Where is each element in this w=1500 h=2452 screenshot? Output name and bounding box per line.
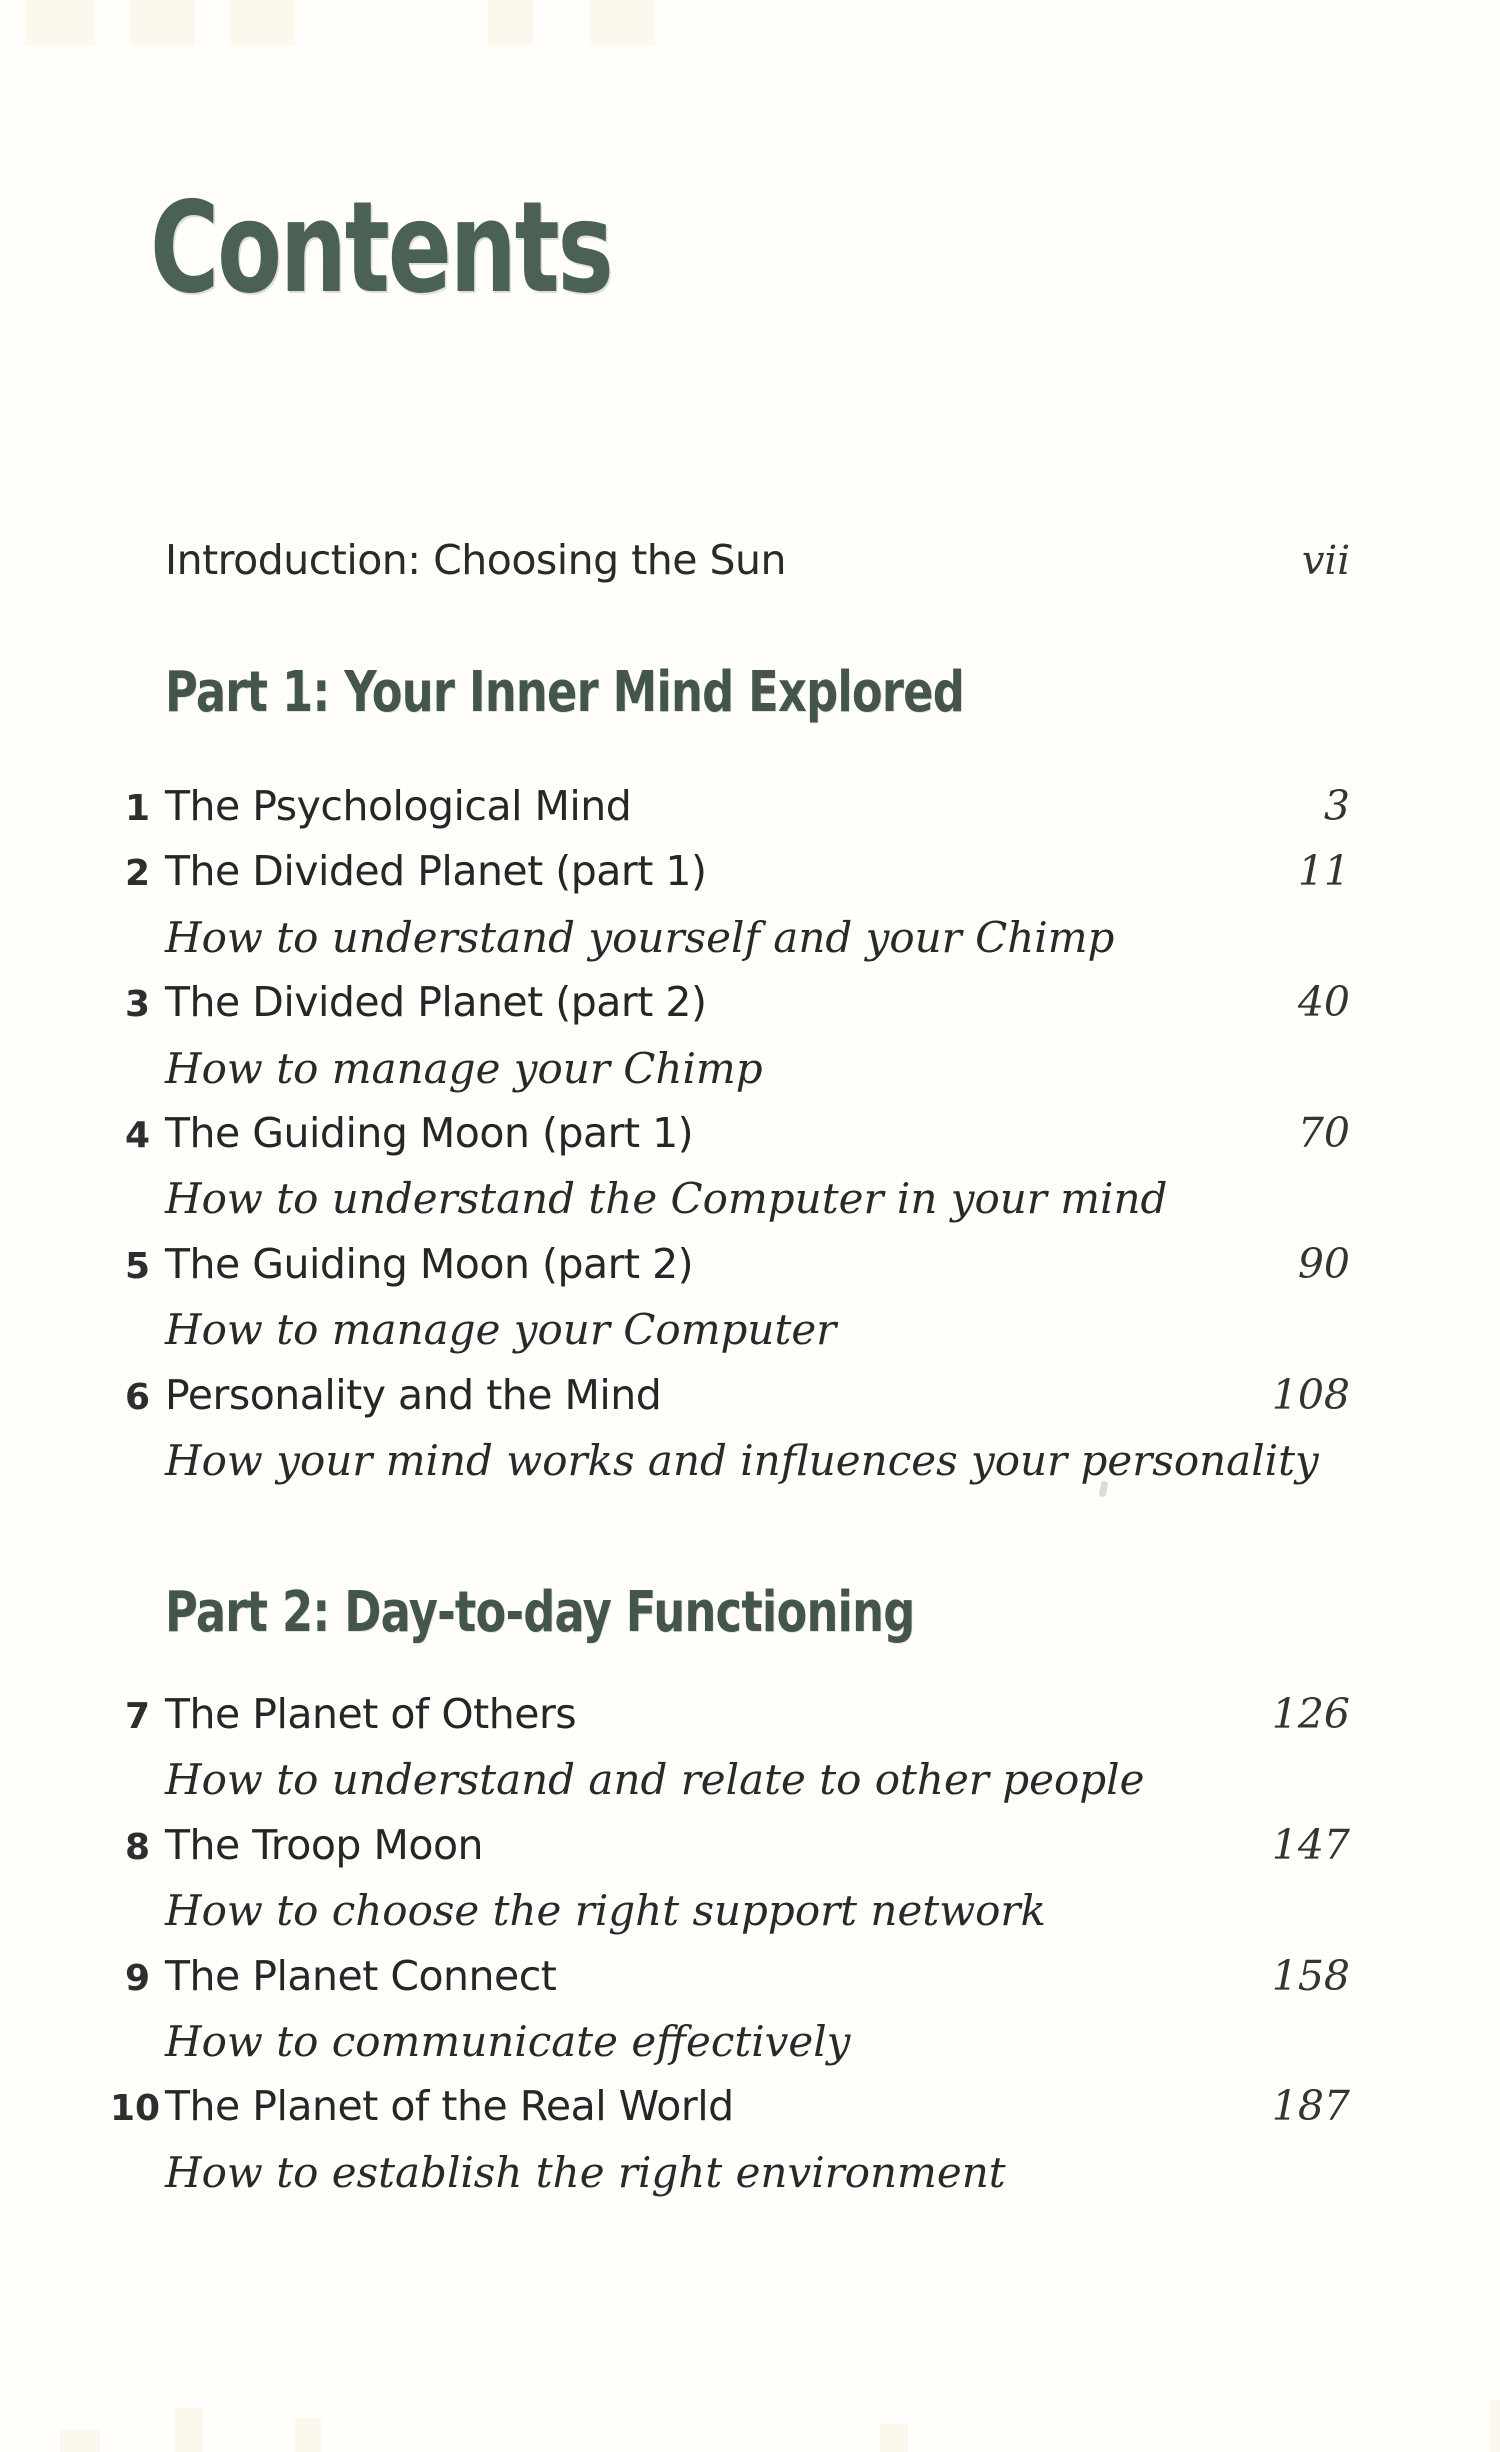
part-heading: Part 2: Day-to-day Functioning <box>165 1580 915 1645</box>
chapter-row <box>110 1371 1350 1419</box>
scan-artifact <box>1490 2400 1500 2452</box>
chapter-row <box>110 2082 1350 2130</box>
chapter-page-number: 70 <box>1297 1109 1350 1157</box>
chapter-title: The Planet of the Real World <box>165 2082 734 2131</box>
chapter-title: The Planet of Others <box>165 1690 577 1738</box>
chapter-page-number: 11 <box>1297 847 1350 896</box>
chapter-title: Personality and the Mind <box>165 1370 662 1419</box>
chapter-number: 1 <box>124 788 150 829</box>
scan-artifact <box>60 2430 100 2452</box>
chapter-row <box>110 1109 1350 1157</box>
chapter-number: 8 <box>124 1826 150 1868</box>
chapter-page-number: 158 <box>1271 1951 1350 2000</box>
page-title: Contents <box>150 174 612 321</box>
chapter-subtitle: How to choose the right support network <box>165 1886 1046 1936</box>
chapter-title: The Divided Planet (part 1) <box>165 847 707 896</box>
chapter-page-number: 90 <box>1297 1239 1350 1288</box>
chapter-page-number: 40 <box>1297 978 1350 1027</box>
chapter-number: 6 <box>124 1376 150 1418</box>
part-heading: Part 1: Your Inner Mind Explored <box>165 660 965 725</box>
chapter-subtitle: How to understand and relate to other people <box>165 1755 1145 1805</box>
chapter-row <box>110 978 1350 1026</box>
chapter-subtitle: How to manage your Computer <box>165 1305 837 1355</box>
chapter-page-number: 3 <box>1323 782 1350 830</box>
chapter-title: The Guiding Moon (part 1) <box>165 1109 694 1157</box>
front-matter-label: Introduction: Choosing the Sun <box>165 536 787 584</box>
chapter-number: 3 <box>124 984 150 1026</box>
front-matter-row <box>165 536 1350 584</box>
chapter-subtitle: How to understand the Computer in your mind <box>165 1174 1168 1224</box>
chapter-row <box>110 1821 1350 1869</box>
chapter-title: The Planet Connect <box>165 1951 557 2000</box>
chapter-row <box>110 782 1350 830</box>
chapter-title: The Psychological Mind <box>165 782 632 830</box>
chapter-subtitle: How to understand yourself and your Chimp <box>165 912 1115 962</box>
chapter-title: The Guiding Moon (part 2) <box>165 1239 694 1288</box>
chapter-page-number: 187 <box>1271 2082 1350 2131</box>
scan-artifact <box>590 0 655 45</box>
chapter-page-number: 108 <box>1271 1370 1350 1419</box>
scan-artifact <box>230 0 295 45</box>
scan-artifact <box>130 0 195 45</box>
chapter-subtitle: How to communicate effectively <box>165 2017 851 2066</box>
chapter-title: The Troop Moon <box>165 1820 484 1869</box>
chapter-row <box>110 1690 1350 1738</box>
scan-artifact <box>488 0 533 45</box>
scan-artifact <box>295 2418 321 2452</box>
chapter-number: 4 <box>124 1115 150 1156</box>
chapter-page-number: 126 <box>1271 1690 1350 1738</box>
chapter-row <box>110 1952 1350 2000</box>
chapter-page-number: 147 <box>1271 1820 1350 1869</box>
scan-artifact <box>175 2408 203 2452</box>
chapter-number: 10 <box>110 2088 161 2130</box>
chapter-subtitle: How your mind works and influences your personality <box>165 1436 1319 1485</box>
chapter-subtitle: How to manage your Chimp <box>165 1043 763 1093</box>
front-matter-page-number: vii <box>1301 538 1350 584</box>
chapter-row <box>110 847 1350 895</box>
scan-artifact <box>25 0 95 45</box>
chapter-number: 5 <box>124 1245 150 1287</box>
chapter-subtitle: How to establish the right environment <box>165 2147 1006 2197</box>
chapter-number: 9 <box>124 1957 150 1999</box>
chapter-title: The Divided Planet (part 2) <box>165 978 707 1027</box>
scan-artifact <box>880 2424 908 2452</box>
chapter-row <box>110 1240 1350 1288</box>
chapter-number: 2 <box>124 853 150 895</box>
chapter-number: 7 <box>124 1696 150 1737</box>
